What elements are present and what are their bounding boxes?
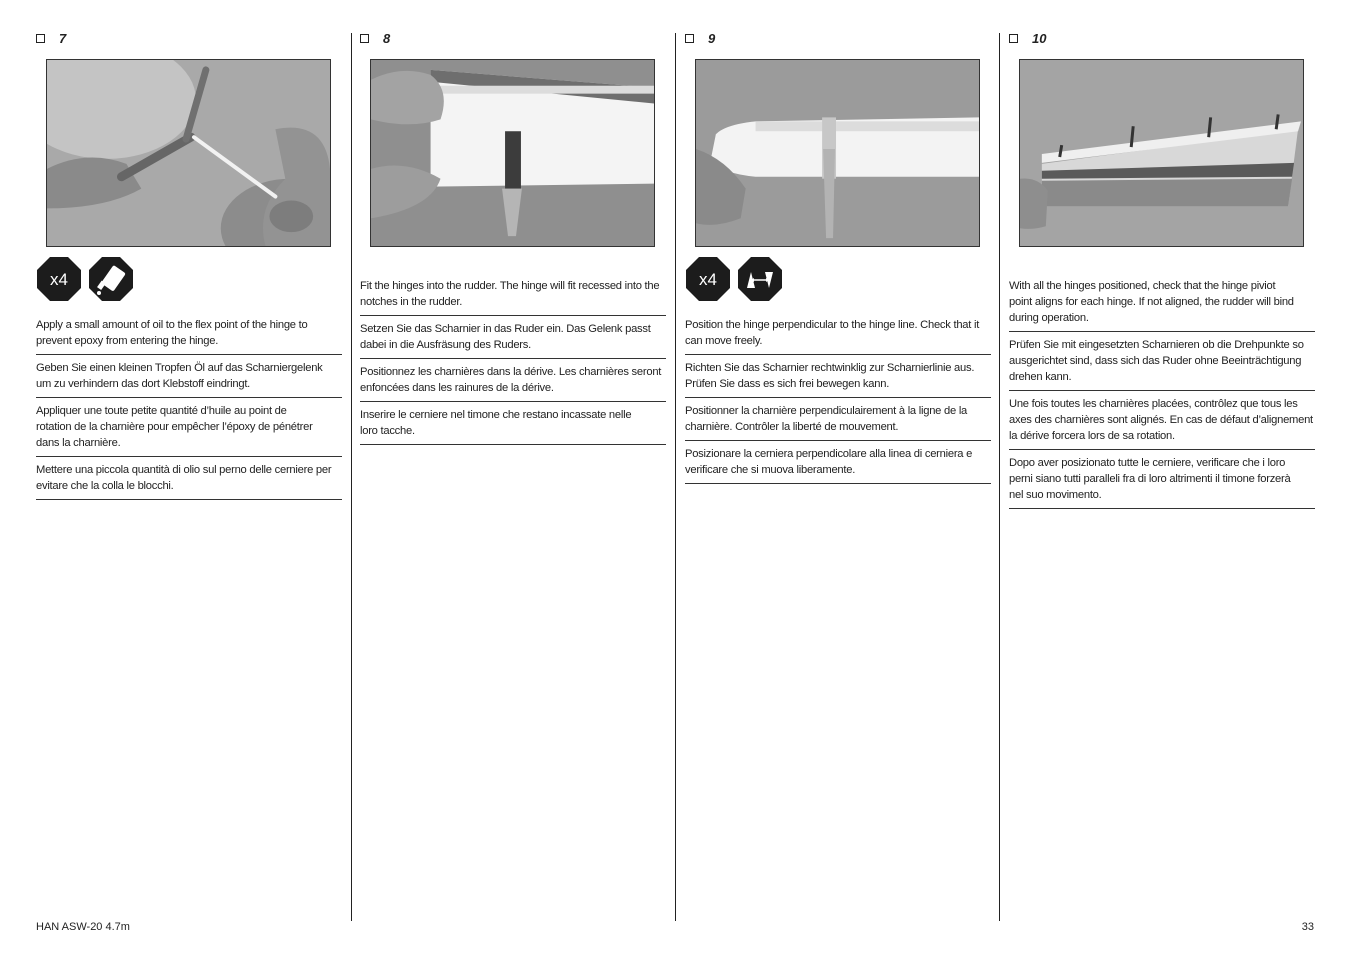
page-number: 33: [1301, 921, 1314, 933]
instruction-french: Une fois toutes les charnières placées, contrôlez que tous les axes des charnières sont alignés. En cas de défaut d’alignement la dérive forcera lors de sa rotation.: [1009, 391, 1315, 450]
oil-bottle-icon: [88, 256, 134, 302]
checkbox-icon[interactable]: [1009, 34, 1018, 43]
step-text-block: [36, 312, 342, 500]
perpendicular-align-icon: [737, 256, 783, 302]
x4-label: x4: [699, 270, 717, 289]
x4-label: x4: [50, 270, 68, 289]
instruction-english: With all the hinges positioned, check that the hinge piviot point aligns for each hinge. If not aligned, the rudder will bind during operation.: [1009, 273, 1315, 332]
instruction-english: Position the hinge perpendicular to the hinge line. Check that it can move freely.: [685, 312, 991, 355]
column-divider: [675, 33, 676, 921]
step-icons: [36, 256, 134, 302]
checkbox-icon[interactable]: [685, 34, 694, 43]
checkbox-icon[interactable]: [360, 34, 369, 43]
step-header: [36, 28, 342, 48]
column-divider: [999, 33, 1000, 921]
instruction-german: Richten Sie das Scharnier rechtwinklig zur Scharnierlinie aus. Prüfen Sie dass es sich frei bewegen kann.: [685, 355, 991, 398]
step-text-block: [685, 312, 991, 484]
instruction-italian: Posizionare la cerniera perpendicolare alla linea di cerniera e verificare che si muova liberamente.: [685, 441, 991, 484]
step-8: [360, 28, 666, 437]
x4-badge-icon: [36, 256, 82, 302]
instruction-english: Fit the hinges into the rudder. The hinge will fit recessed into the notches in the rudder.: [360, 273, 666, 316]
instruction-german: Prüfen Sie mit eingesetzten Scharnieren ob die Drehpunkte so ausgerichtet sind, dass sich das Ruder ohne Beeinträchtigung drehen kann.: [1009, 332, 1315, 391]
instruction-french: Positionnez les charnières dans la dérive. Les charnières seront enfoncées dans les rainures de la dérive.: [360, 359, 666, 402]
footer-model-name: HAN ASW-20 4.7m: [36, 921, 130, 933]
instruction-german: Setzen Sie das Scharnier in das Ruder ein. Das Gelenk passt dabei in die Ausfräsung des Ruders.: [360, 316, 666, 359]
instruction-english: Apply a small amount of oil to the flex point of the hinge to prevent epoxy from entering the hinge.: [36, 312, 342, 355]
step-header: [685, 28, 991, 48]
step-number: 10: [1032, 30, 1047, 46]
column-divider: [351, 33, 352, 921]
step-text-block: [1009, 273, 1315, 509]
step-photo: [46, 59, 331, 247]
step-icons: [685, 256, 783, 302]
instruction-german: Geben Sie einen kleinen Tropfen Öl auf das Scharniergelenk um zu verhindern das dort Klebstoff eindringt.: [36, 355, 342, 398]
step-header: [360, 28, 666, 48]
step-photo: [1019, 59, 1304, 247]
step-number: 9: [708, 30, 716, 46]
step-9: [685, 28, 991, 476]
x4-badge-icon: [685, 256, 731, 302]
instruction-italian: Mettere una piccola quantità di olio sul perno delle cerniere per evitare che la colla le blocchi.: [36, 457, 342, 500]
step-photo: [370, 59, 655, 247]
instruction-italian: Dopo aver posizionato tutte le cerniere, verificare che i loro perni siano tutti paralleli fra di loro altrimenti il timone forzerà nel suo movimento.: [1009, 450, 1315, 509]
instruction-french: Appliquer une toute petite quantité d’huile au point de rotation de la charnière pour empêcher l’époxy de pénétrer dans la charnière.: [36, 398, 342, 457]
step-number: 8: [383, 30, 391, 46]
step-10: [1009, 28, 1315, 501]
step-photo: [695, 59, 980, 247]
step-text-block: [360, 273, 666, 445]
step-number: 7: [59, 30, 67, 46]
step-7: [36, 28, 342, 492]
instruction-italian: Inserire le cerniere nel timone che restano incassate nelle loro tacche.: [360, 402, 666, 445]
instruction-french: Positionner la charnière perpendiculairement à la ligne de la charnière. Contrôler la liberté de mouvement.: [685, 398, 991, 441]
step-header: [1009, 28, 1315, 48]
checkbox-icon[interactable]: [36, 34, 45, 43]
